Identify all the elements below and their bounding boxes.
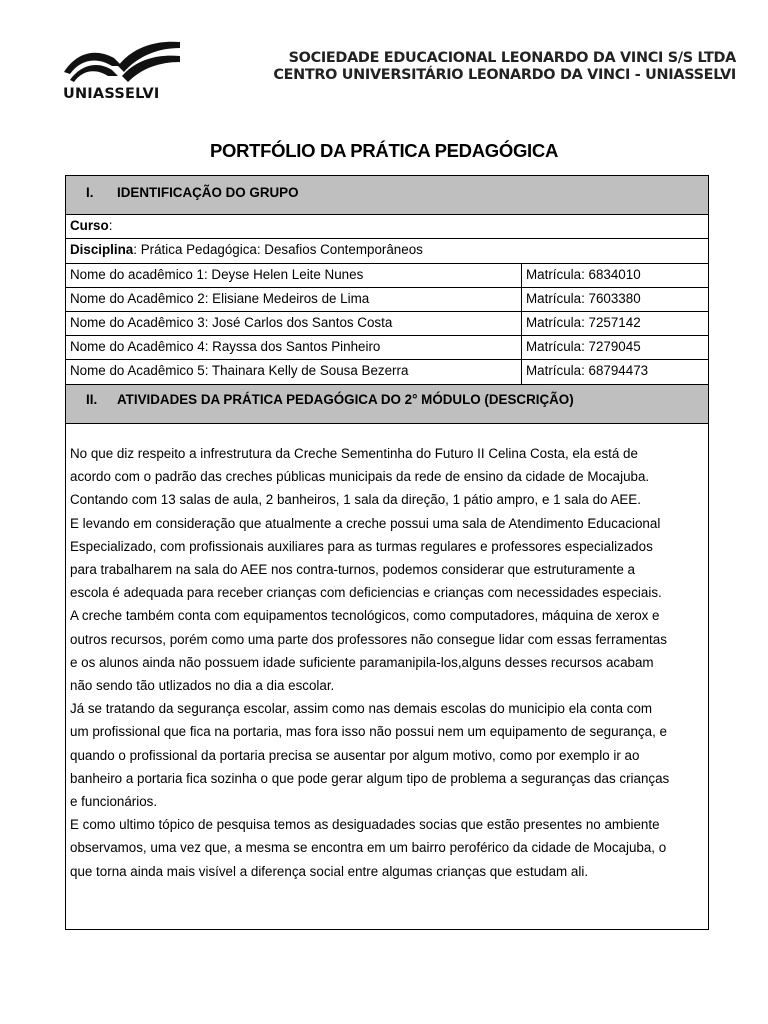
disciplina-row xyxy=(66,239,708,264)
body-line: Contando com 13 salas de aula, 2 banheiros, 1 sala da direção, 1 pátio ampro, e 1 sala do AEE. xyxy=(70,492,641,508)
student-row xyxy=(66,264,708,288)
curso-row xyxy=(66,215,708,239)
student-row xyxy=(66,312,708,336)
logo-text: UNIASSELVI xyxy=(63,86,160,102)
body-line: um profissional que fica na portaria, mas fora isso não possui nem um equipamento de segurança, e xyxy=(70,724,667,740)
body-line: observamos, uma vez que, a mesma se encontra em um bairro peroférico da cidade de Mocajuba, o xyxy=(70,840,667,856)
body-line: quando o profissional da portaria precisa se ausentar por algum motivo, como por exemplo ir ao xyxy=(70,747,640,763)
student-name: Nome do Acadêmico 4: Rayssa dos Santos Pinheiro xyxy=(66,336,522,359)
portfolio-form xyxy=(65,175,709,930)
student-row xyxy=(66,336,708,360)
body-line: não sendo tão utlizados no dia a dia escolar. xyxy=(70,678,335,694)
section-1-header xyxy=(66,176,708,215)
section-1-title: IDENTIFICAÇÃO DO GRUPO xyxy=(117,185,299,200)
student-row xyxy=(66,360,708,385)
curso-sep: : xyxy=(108,218,113,233)
body-line: acordo com o padrão das creches públicas municipais da rede de ensino da cidade de Mocajuba. xyxy=(70,469,650,485)
disciplina-sep: : xyxy=(133,242,137,257)
book-wings-icon xyxy=(62,36,184,88)
student-name: Nome do Acadêmico 2: Elisiane Medeiros de Lima xyxy=(66,288,522,311)
body-line: banheiro a portaria fica sozinha o que pode gerar algum tipo de problema a seguranças das crianças xyxy=(70,770,670,786)
body-line: E como ultimo tópico de pesquisa temos as desiguadades socias que estão presentes no ambiente xyxy=(70,817,660,833)
student-name: Nome do acadêmico 1: Deyse Helen Leite Nunes xyxy=(66,264,522,287)
org-name-line1: SOCIEDADE EDUCACIONAL LEONARDO DA VINCI S/S LTDA xyxy=(288,50,736,66)
section-2-title: ATIVIDADES DA PRÁTICA PEDAGÓGICA DO 2° MÓDULO (DESCRIÇÃO) xyxy=(117,392,574,407)
body-line: escola é adequada para receber crianças com deficiencias e crianças com necessidades especiais. xyxy=(70,585,662,601)
organization-header xyxy=(273,50,736,84)
student-name: Nome do Acadêmico 5: Thainara Kelly de Sousa Bezerra xyxy=(66,360,522,384)
student-row xyxy=(66,288,708,312)
disciplina-value: Prática Pedagógica: Desafios Contemporâneos xyxy=(137,242,423,257)
document-title: PORTFÓLIO DA PRÁTICA PEDAGÓGICA xyxy=(209,140,559,161)
body-line: que torna ainda mais visível a diferença social entre algumas crianças que estudam ali. xyxy=(70,863,589,879)
uniasselvi-logo xyxy=(62,36,184,108)
section-1-number: I. xyxy=(86,185,94,200)
curso-label: Curso xyxy=(70,218,109,233)
body-line: Já se tratando da segurança escolar, assim como nas demais escolas do municipio ela conta com xyxy=(70,701,653,717)
section-2-number: II. xyxy=(86,392,98,407)
student-matricula: Matrícula: 7279045 xyxy=(526,339,641,354)
body-line: A creche também conta com equipamentos tecnológicos, como computadores, máquina de xerox e xyxy=(70,608,660,624)
disciplina-label: Disciplina xyxy=(70,242,134,257)
body-line: Especializado, com profissionais auxiliares para as turmas regulares e professores especializados xyxy=(70,538,653,554)
body-line: E levando em consideração que atualmente a creche possui uma sala de Atendimento Educacional xyxy=(70,515,661,531)
student-matricula: Matrícula: 7603380 xyxy=(526,291,641,306)
student-name: Nome do Acadêmico 3: José Carlos dos Santos Costa xyxy=(66,312,522,335)
body-line: No que diz respeito a infrestrutura da Creche Sementinha do Futuro II Celina Costa, ela está de xyxy=(70,446,638,461)
org-name-line2: CENTRO UNIVERSITÁRIO LEONARDO DA VINCI - UNIASSELVI xyxy=(273,67,736,83)
body-line: e os alunos ainda não possuem idade suficiente paramanipila-los,alguns desses recursos acabam xyxy=(70,654,654,670)
body-line: para trabalharem na sala do AEE nos contra-turnos, podemos considerar que estruturamente a xyxy=(70,562,635,578)
student-matricula: Matrícula: 68794473 xyxy=(526,363,649,378)
section-2-header xyxy=(66,385,708,424)
student-matricula: Matrícula: 7257142 xyxy=(526,315,641,330)
body-line: e funcionários. xyxy=(70,794,158,810)
body-line: outros recursos, porém como uma parte dos professores não consegue lidar com essas ferramentas xyxy=(70,631,667,647)
student-matricula: Matrícula: 6834010 xyxy=(526,267,641,282)
activity-description xyxy=(70,442,705,883)
